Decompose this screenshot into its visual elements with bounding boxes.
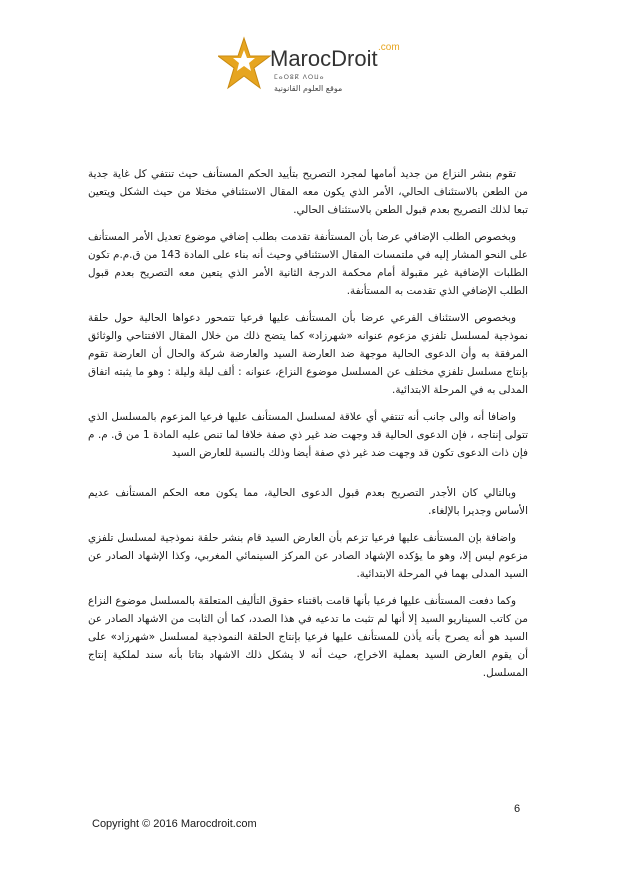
logo-arabic-text: موقع العلوم القانونية	[274, 84, 343, 93]
logo-tifinagh-text: ⵎⴰⵔⵓⴽ ⴷⵔⵡⴰ	[274, 74, 325, 81]
paragraph: تقوم بنشر النزاع من جديد أمامها لمجرد التصريح بتأييد الحكم المستأنف حيث تنتفي كل غاية جدية من الطعن بالاستئناف الحالي، الأمر الذي يكون معه المقال الاستئنافي مختلا من حيث الشكل ويتعين تبعا لذلك التصريح بعدم قبول الطعن بالاستئناف الحالي.	[88, 168, 528, 216]
page-number: 6	[514, 803, 521, 815]
logo-domain-suffix: .com	[378, 42, 400, 53]
paragraph: وبالتالي كان الأجدر التصريح بعدم قبول الدعوى الحالية، مما يكون معه الحكم المستأنف عديم الأساس وجديرا بالإلغاء.	[88, 487, 528, 517]
paragraph: وبخصوص الاستئناف الفرعي عرضا بأن المستأنف عليها فرعيا تتمحور دعواها الحالية حول حلقة نموذجية لمسلسل تلفزي مزعوم عنوانه «شهرزاد» كما يتضح ذلك من خلال المقال الافتتاحي والوثائق المرفقة به وأن الدعوى الحالية موجهة ضد العارضة السيد والعارضة شركة والحال أن العارضة تقوم بإنتاج مسلسل تلفزي مختلف عن المسلسل موضوع النزاع، عنوانه : ألف ليلة وليلة : وهو ما يثبته اتفاق المدلى به في المرحلة الابتدائية.	[88, 312, 528, 396]
document-body	[88, 165, 528, 691]
star-logo-icon	[218, 36, 274, 96]
logo-text: MarocDroit	[270, 46, 378, 71]
paragraph: وكما دفعت المستأنف عليها فرعيا بأنها قامت باقتناء حقوق التأليف المتعلقة بالمسلسل موضوع النزاع من كاتب السيناريو السيد إلا أنها لم تثبت ما تدعيه في هذا الصدد، كما أن الثابت من الاشهاد الصادر عن السيد هو أنه يصرح بأنه يأذن للمستأنف عليها فرعيا بإنتاج الحلقة النموذجية لمسلسل «شهرزاد» على أن يقوم العارض السيد بعملية الاخراج، حيث أنه لا يشكل ذلك الاشهاد بتاتا بأنه سند لملكية إنتاج المسلسل.	[88, 595, 528, 679]
site-logo	[218, 36, 418, 108]
paragraph: واضافا أنه والى جانب أنه تنتفي أي علاقة لمسلسل المستأنف عليها فرعيا المزعوم بالمسلسل الذي تتولى إنتاجه ، فإن الدعوى الحالية قد وجهت ضد غير ذي صفة خلافا لما تنص عليه المادة 1 من ق. م. م فإن ذات الدعوى تكون قد وجهت ضد غير ذي صفة أيضا وذلك بالنسبة للعارض السيد	[88, 411, 528, 459]
paragraph: واضافة بإن المستأنف عليها فرعيا تزعم بأن العارض السيد قام بنشر حلقة نموذجية لمسلسل تلفزي مزعوم ليس إلا، وهو ما يؤكده الإشهاد الصادر عن المركز السينمائي المغربي، وكذا الإشهاد الصادر عن السيد المدلى بهما في المرحلة الابتدائية.	[88, 532, 528, 580]
copyright-notice: Copyright © 2016 Marocdroit.com	[92, 818, 257, 830]
paragraph: وبخصوص الطلب الإضافي عرضا بأن المستأنفة تقدمت بطلب إضافي موضوع تعديل الأمر المستأنف على النحو المشار إليه في ملتمسات المقال الاستئنافي وحيث أنه بناء على المادة 143 من ق.م.م تكون الطلبات الإضافية غير مقبولة أمام محكمة الدرجة الثانية الأمر الذي يتعين معه التصريح بعدم قبول الطلب الإضافي الذي تقدمت به المستأنفة.	[88, 231, 529, 297]
